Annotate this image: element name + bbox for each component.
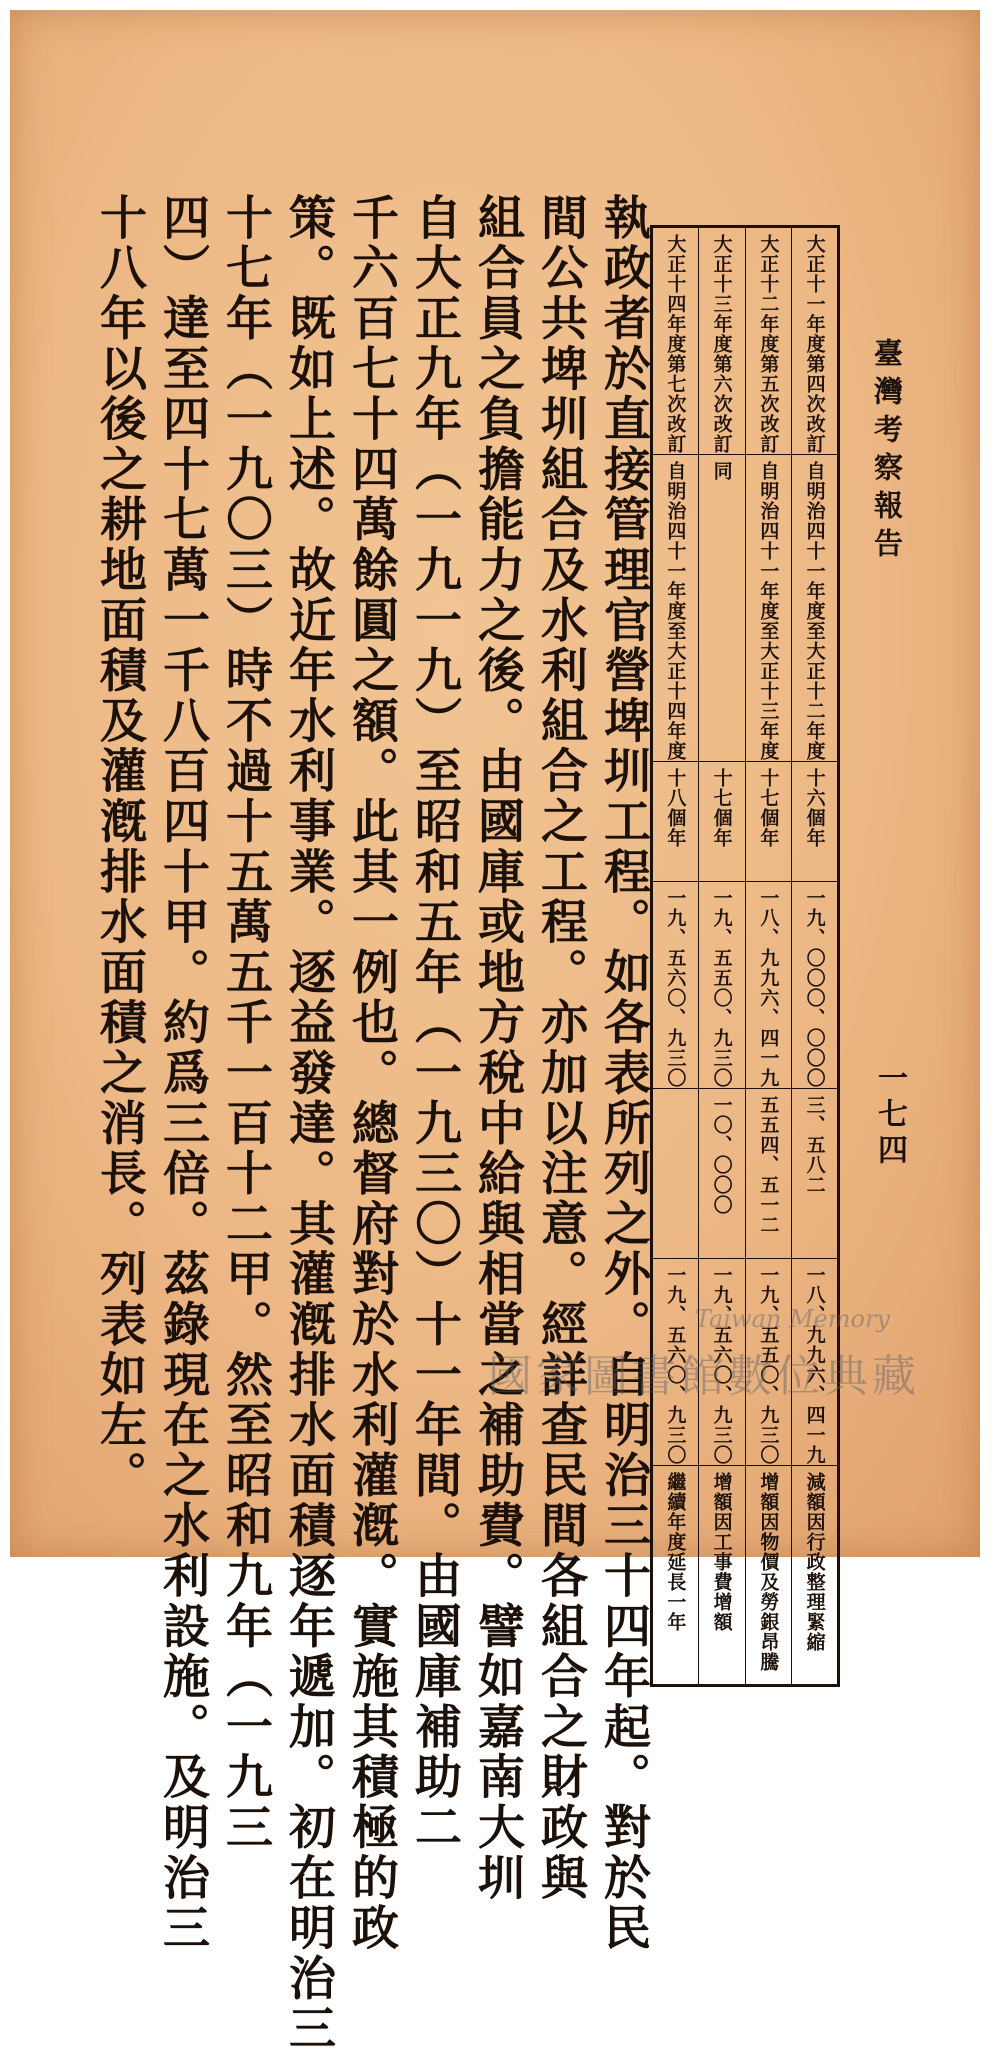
body-text-line: 十七年（一九〇三）時不過十五萬五千一百十二甲。然至昭和九年（一九三 — [218, 193, 273, 1853]
body-text-line: 間公共埤圳組合及水利組合之工程。亦加以注意。經詳查民間各組合之財政與 — [533, 193, 588, 1904]
table-cell: 大正十一年度第四次改訂 — [792, 227, 839, 455]
table-cell: 一八、九九六、四一九 — [792, 1259, 839, 1466]
table-cell: 大正十三年度第六次改訂 — [698, 227, 745, 455]
body-text-line: 四）達至四十七萬一千八百四十甲。約爲三倍。茲錄現在之水利設施。及明治三 — [155, 193, 210, 1954]
table-cell: 大正十二年度第五次改訂 — [745, 227, 792, 455]
body-text-line: 組合員之負擔能力之後。由國庫或地方稅中給與相當之補助費。譬如嘉南大圳 — [470, 193, 525, 1904]
table-cell: 增額因工事費增額 — [698, 1466, 745, 1686]
table-cell: 自明治四十一年度至大正十四年度 — [652, 455, 699, 762]
body-text-line: 千六百七十四萬餘圓之額。此其一例也。總督府對於水利灌漑。實施其積極的政 — [344, 193, 399, 1954]
table-cell: 增額因物價及勞銀昂騰 — [745, 1466, 792, 1686]
table-cell: 一八、九九六、四一九 — [745, 882, 792, 1089]
table-cell: 十七個年 — [698, 762, 745, 882]
table-cell: 自明治四十一年度至大正十三年度 — [745, 455, 792, 762]
page-number: 一七四 — [872, 1062, 907, 1170]
body-text-line: 十八年以後之耕地面積及灌漑排水面積之消長。列表如左。 — [92, 193, 147, 1501]
table-cell: 五五四、五一二 — [745, 1089, 792, 1259]
running-header-title: 臺灣考察報告 — [870, 338, 904, 566]
table-cell: 十八個年 — [652, 762, 699, 882]
table-cell — [652, 1089, 699, 1259]
table-cell: 自明治四十一年度至大正十二年度 — [792, 455, 839, 762]
table-cell: 十六個年 — [792, 762, 839, 882]
budget-revision-table — [650, 225, 840, 1687]
table-cell: 一九、五六〇、九三〇 — [652, 1259, 699, 1466]
table-cell: 一九、五六〇、九三〇 — [698, 1259, 745, 1466]
body-text-line: 策。既如上述。故近年水利事業。逐益發達。其灌漑排水面積逐年遞加。初在明治三 — [281, 193, 336, 2054]
table-cell: 一九、五五〇、九三〇 — [698, 882, 745, 1089]
watermark-english: Taiwan Memory — [694, 1305, 890, 1333]
table-cell: 同 — [698, 455, 745, 762]
body-text-line: 自大正九年（一九一九）至昭和五年（一九三〇）十一年間。由國庫補助二 — [407, 193, 462, 1853]
table-cell: 三、五八二 — [792, 1089, 839, 1259]
table-cell: 一九、五五〇、九三〇 — [745, 1259, 792, 1466]
body-text-line: 執政者於直接管理官營埤圳工程。如各表所列之外。自明治三十四年起。對於民 — [596, 193, 651, 1954]
table-cell: 大正十四年度第七次改訂 — [652, 227, 699, 455]
table-cell: 一九、〇〇〇、〇〇〇 — [792, 882, 839, 1089]
table-cell: 一〇、〇〇〇 — [698, 1089, 745, 1259]
watermark-chinese: 國家圖書館數位典藏 — [488, 1351, 920, 1402]
book-page — [10, 10, 980, 2054]
table-cell: 一九、五六〇、九三〇 — [652, 882, 699, 1089]
table-cell: 繼續年度延長一年 — [652, 1466, 699, 1686]
table-cell: 減額因行政整理緊縮 — [792, 1466, 839, 1686]
table-cell: 十七個年 — [745, 762, 792, 882]
